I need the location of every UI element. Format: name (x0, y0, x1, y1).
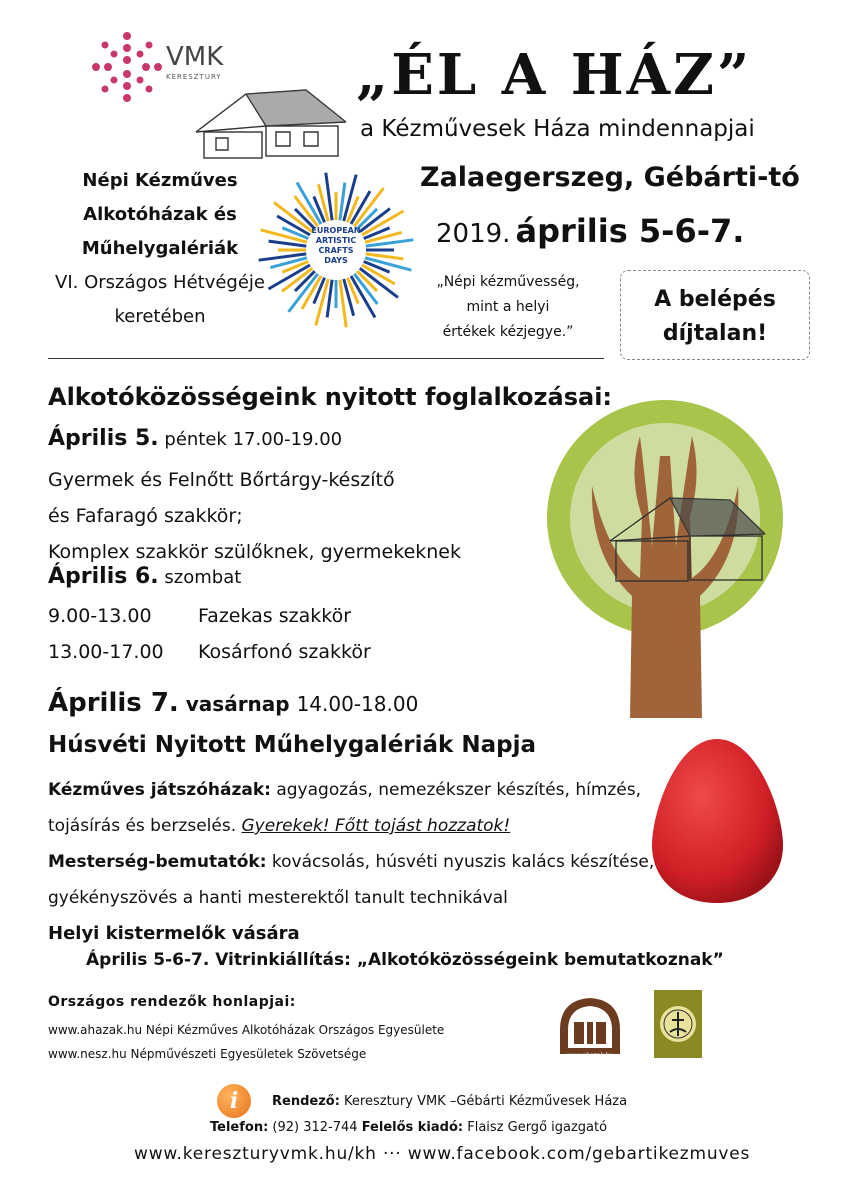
crafts-text-2: tojásírás és berzselés. (48, 816, 242, 836)
house-sketch-illustration (186, 76, 356, 162)
left-line-5: keretében (114, 306, 206, 327)
crafts-line-2 (48, 808, 654, 844)
event-date (436, 212, 744, 250)
demo-line-2: gyékényszövés a hanti mesterektől tanult technikával (48, 888, 508, 908)
contact-line (210, 1120, 607, 1135)
web-links[interactable]: www.kereszturyvmk.hu/kh ··· www.facebook.com/gebartikezmuves (134, 1144, 751, 1164)
phone-number: (92) 312-744 (268, 1120, 362, 1135)
organizer-name: Keresztury VMK –Gébárti Kézművesek Háza (339, 1094, 628, 1109)
day6-label: Április 6. (48, 564, 159, 589)
crafts-description (48, 772, 654, 952)
eacd-line-4: DAYS (324, 256, 348, 265)
bring-eggs-note: Gyerekek! Főtt tojást hozzatok! (241, 816, 511, 836)
day6-day: szombat (158, 567, 242, 588)
demo-label: Mesterség-bemutatók: (48, 852, 267, 872)
organizer-link-2[interactable]: www.nesz.hu Népművészeti Egyesületek Szövetsége (48, 1047, 367, 1061)
nesz-seal-logo (654, 990, 702, 1058)
vmk-logo-subtext: KERESZTURY (166, 73, 222, 81)
red-easter-egg-illustration (650, 735, 785, 905)
day6-row (48, 634, 371, 670)
section-title: Alkotóközösségeink nyitott foglalkozásai: (48, 383, 613, 411)
day7-time: 14.00-18.00 (296, 692, 419, 716)
vmk-logo (88, 28, 166, 106)
day6-heading (48, 564, 241, 589)
ahazak-logo-caption: www.ahazak.hu (566, 1052, 614, 1059)
quote-line-3: értékek kézjegye.” (442, 324, 574, 340)
demo-text-1: kovácsolás, húsvéti nyuszis kalács készítése, (266, 852, 655, 872)
day5-heading (48, 426, 342, 451)
left-line-2: Alkotóházak és (83, 204, 237, 225)
day6-schedule (48, 598, 371, 670)
local-market: Helyi kistermelők vására (48, 923, 300, 944)
day5-list (48, 462, 461, 570)
organizers-title: Országos rendezők honlapjai: (48, 994, 296, 1010)
quote-line-1: „Népi kézművesség, (436, 274, 580, 290)
day6-row-time: 13.00-17.00 (48, 641, 164, 663)
day5-label: Április 5. (48, 426, 159, 451)
day6-row-time: 9.00-13.00 (48, 605, 152, 627)
crafts-line-1 (48, 772, 654, 808)
demo-line-1 (48, 844, 654, 880)
crafts-text-1: agyagozás, nemezékszer készítés, hímzés, (270, 780, 642, 800)
tree-house-illustration (520, 396, 820, 718)
day5-time: péntek 17.00-19.00 (158, 429, 343, 450)
divider (48, 358, 604, 359)
left-line-1: Népi Kézműves (82, 170, 238, 191)
vmk-logo-text: VMK (166, 42, 224, 72)
event-days: április 5-6-7. (515, 212, 745, 250)
entry-line-1: A belépés (654, 287, 776, 312)
organizer-link-1[interactable]: www.ahazak.hu Népi Kézműves Alkotóházak Országos Egyesülete (48, 1023, 445, 1037)
info-icon: i (217, 1084, 251, 1118)
eacd-line-3: CRAFTS (318, 246, 354, 255)
day6-row (48, 598, 371, 634)
day5-line-2: és Fafaragó szakkör; (48, 505, 243, 527)
eacd-line-2: ARTISTIC (315, 236, 357, 245)
easter-title: Húsvéti Nyitott Műhelygalériák Napja (48, 732, 536, 758)
organizer-label: Rendező: (272, 1094, 340, 1109)
day6-row-name: Fazekas szakkör (198, 605, 352, 627)
free-entry-box (620, 270, 810, 360)
subtitle: a Kézművesek Háza mindennapjai (360, 116, 755, 142)
day5-line-1: Gyermek és Felnőtt Bőrtárgy-készítő (48, 469, 395, 491)
eacd-line-1: EUROPEAN (311, 226, 361, 235)
publisher-name: Flaisz Gergő igazgató (463, 1120, 608, 1135)
left-info-block (40, 164, 280, 334)
phone-label: Telefon: (210, 1120, 269, 1135)
crafts-label: Kézműves játszóházak: (48, 780, 271, 800)
location: Zalaegerszeg, Gébárti-tó (420, 162, 800, 193)
exhibition: Április 5-6-7. Vitrinkiállítás: „Alkotóközösségeink bemutatkoznak” (86, 950, 724, 970)
day6-row-name: Kosárfonó szakkör (198, 641, 371, 663)
organizer-line (272, 1094, 627, 1109)
day5-line-3: Komplex szakkör szülőknek, gyermekeknek (48, 541, 461, 563)
event-year: 2019. (436, 219, 511, 249)
left-line-4: VI. Országos Hétvégéje (55, 272, 265, 293)
day7-day: vasárnap (178, 692, 297, 716)
day7-label: Április 7. (48, 688, 179, 718)
page-title: „ÉL A HÁZ” (356, 42, 753, 108)
day7-heading (48, 688, 418, 718)
quote-line-2: mint a helyi (466, 299, 550, 315)
quote (418, 270, 598, 345)
publisher-label: Felelős kiadó: (361, 1120, 464, 1135)
organizers-list (48, 1018, 444, 1066)
left-line-3: Műhelygalériák (81, 238, 239, 259)
eacd-text (306, 226, 366, 266)
entry-line-2: díjtalan! (662, 321, 768, 346)
